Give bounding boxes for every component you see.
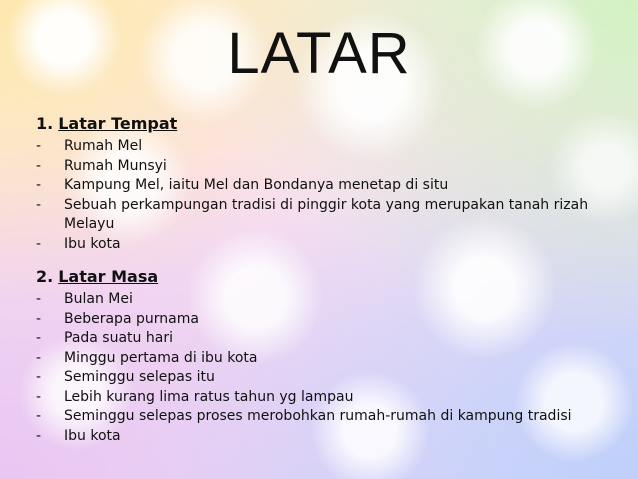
list-item [36,196,626,235]
bullet-list [36,137,626,254]
bullet-dash: - [36,388,42,405]
bullet-dash: - [36,427,42,444]
bullet-dash: - [36,369,42,385]
bullet-dash: - [36,408,42,424]
list-item-text: Sebuah perkampungan tradisi di pinggir kota yang merupakan tanah rizah Melayu [64,196,589,232]
list-item [36,310,626,330]
bullet-dash: - [36,157,42,174]
bullet-dash: - [36,177,42,193]
slide-content [36,113,626,446]
section-title: Latar Tempat [58,114,178,133]
list-item [36,427,626,447]
list-item [36,388,626,408]
list-item [36,235,626,255]
section-number: 1. [36,114,54,133]
list-item-text: Lebih kurang lima ratus tahun yg lampau [64,388,354,405]
list-item [36,176,626,196]
bullet-dash: - [36,349,42,366]
list-item [36,157,626,177]
list-item [36,368,626,388]
list-item-text: Seminggu selepas proses merobohkan rumah-rumah di kampung tradisi [64,408,572,424]
section-latar-masa [36,266,626,446]
list-item-text: Beberapa purnama [64,310,199,327]
bullet-dash: - [36,235,42,252]
list-item-text: Pada suatu hari [64,330,173,346]
list-item [36,329,626,349]
bullet-dash: - [36,138,42,154]
list-item-text: Rumah Munsyi [64,157,167,174]
section-heading [36,266,626,288]
section-title: Latar Masa [58,267,159,286]
list-item-text: Bulan Mei [64,291,133,307]
bullet-dash: - [36,310,42,327]
list-item-text: Ibu kota [64,235,121,252]
list-item-text: Rumah Mel [64,138,143,154]
list-item [36,137,626,157]
list-item-text: Seminggu selepas itu [64,369,215,385]
list-item [36,290,626,310]
list-item-text: Minggu pertama di ibu kota [64,349,258,366]
list-item-text: Ibu kota [64,427,121,444]
section-latar-tempat [36,113,626,254]
bullet-dash: - [36,291,42,307]
section-number: 2. [36,267,54,286]
slide-title: LATAR [227,21,411,86]
bullet-list [36,290,626,446]
bullet-dash: - [36,330,42,346]
bullet-dash: - [36,196,42,213]
list-item-text: Kampung Mel, iaitu Mel dan Bondanya menetap di situ [64,177,449,193]
list-item [36,349,626,369]
list-item [36,407,626,427]
section-heading [36,113,626,135]
